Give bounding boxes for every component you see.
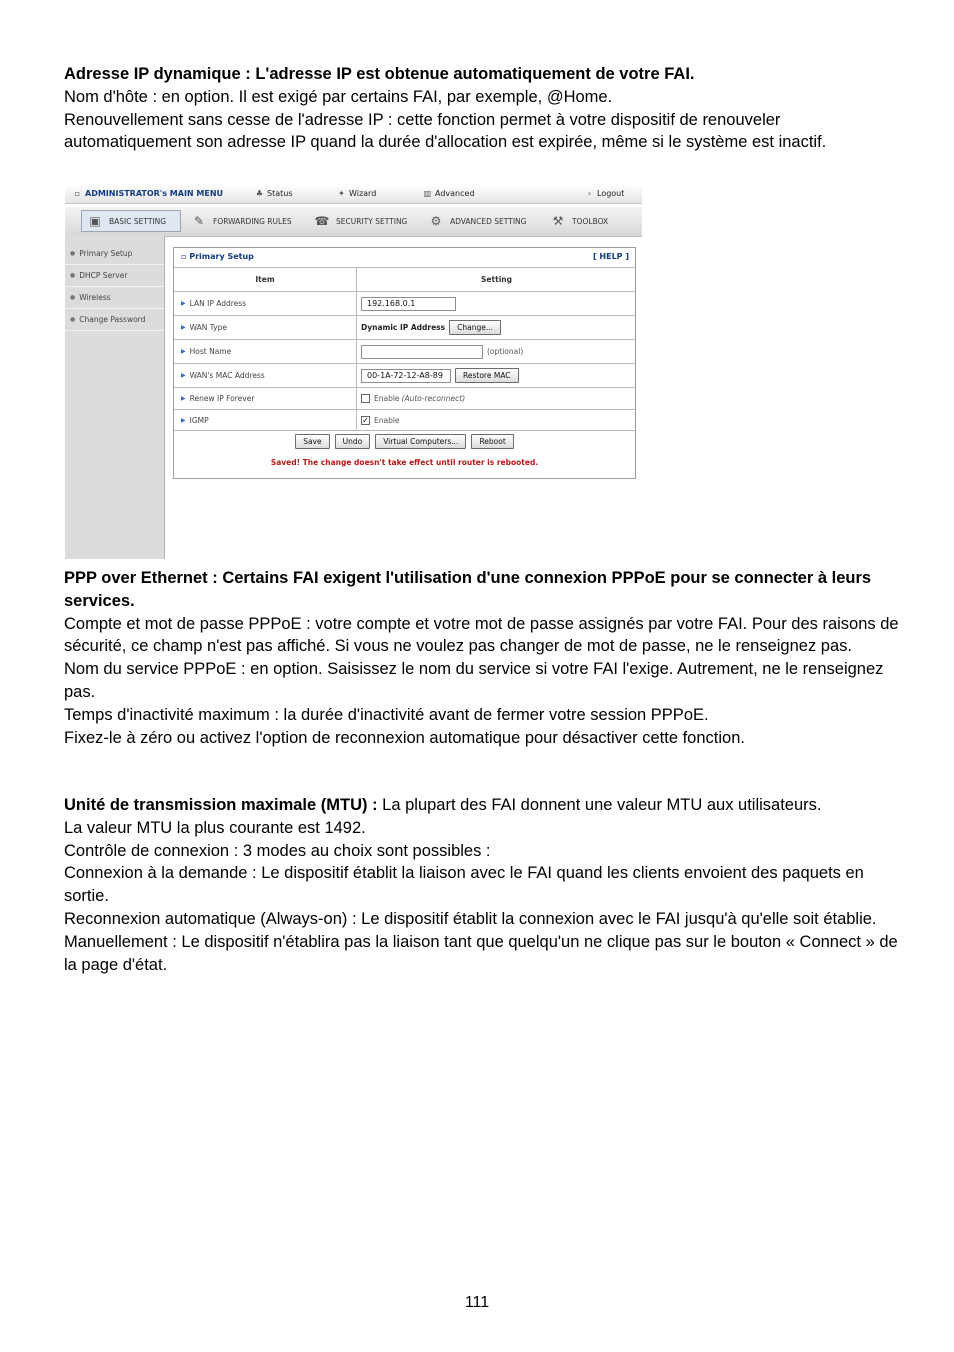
undo-button[interactable]: Undo	[335, 434, 371, 449]
column-header-item: Item	[174, 268, 357, 291]
paragraph-line: Contrôle de connexion : 3 modes au choix sont possibles :	[64, 841, 491, 860]
paragraph-line: La valeur MTU la plus courante est 1492.	[64, 818, 366, 837]
mtu-heading-line	[64, 794, 900, 817]
arrow-right-icon: ▶	[181, 372, 186, 379]
sidebar-item-label: Primary Setup	[79, 249, 133, 258]
renew-enable-label: Enable	[374, 394, 400, 403]
heading-tail: La plupart des FAI donnent une valeur MTU aux utilisateurs.	[377, 796, 822, 814]
advanced-setting-icon: ⚙	[430, 214, 442, 228]
table-row-wan-type	[174, 316, 635, 340]
save-button[interactable]: Save	[295, 434, 329, 449]
paragraph-line: Nom d'hôte : en option. Il est exigé par certains FAI, par exemple, @Home.	[64, 87, 613, 106]
arrow-right-icon: ▶	[181, 395, 186, 402]
paragraph-line: Nom du service PPPoE : en option. Saisissez le nom du service si votre FAI l'exige. Autrement, ne le renseignez pas.	[64, 660, 884, 701]
tab-label: SECURITY SETTING	[336, 216, 408, 226]
wan-type-value: Dynamic IP Address	[361, 323, 446, 332]
advanced-label: Advanced	[435, 189, 475, 198]
table-row-lan-ip	[174, 292, 635, 316]
status-link[interactable]	[255, 189, 293, 198]
status-label: Status	[267, 189, 293, 198]
arrow-right-icon: ▶	[181, 300, 186, 307]
section-pppoe	[64, 567, 900, 749]
table-row-host-name	[174, 340, 635, 364]
paragraph-line: Temps d'inactivité maximum : la durée d'inactivité avant de fermer votre session PPPoE.	[64, 705, 709, 724]
arrow-right-icon: ›	[587, 188, 592, 198]
main-tab-bar	[65, 207, 642, 237]
reboot-button[interactable]: Reboot	[471, 434, 513, 449]
sidebar-item-label: Wireless	[79, 293, 111, 302]
sidebar-item-label: DHCP Server	[79, 271, 128, 280]
sidebar-item-change-password[interactable]	[65, 309, 164, 331]
sidebar-item-label: Change Password	[79, 315, 146, 324]
logout-label: Logout	[597, 189, 625, 198]
panel-header	[174, 248, 635, 268]
wizard-link[interactable]	[337, 189, 376, 198]
arrow-right-icon: ▶	[181, 324, 186, 331]
tab-security-setting[interactable]	[309, 210, 417, 232]
sidebar-item-dhcp-server[interactable]	[65, 265, 164, 287]
paragraph-line: Compte et mot de passe PPPoE : votre compte et votre mot de passe assignés par votre FAI. Pour des raisons de sécurité, ce champ n'est pas affiché. Si vous ne voulez pas changer de mot de passe, ne le renseignez pas.	[64, 614, 899, 656]
table-row-igmp	[174, 410, 635, 431]
bullet-icon: ●	[70, 316, 76, 323]
arrow-right-icon: ▶	[181, 348, 186, 355]
table-row-wan-mac	[174, 364, 635, 388]
tab-label: BASIC SETTING	[109, 216, 167, 226]
sidebar-item-primary-setup[interactable]	[65, 243, 164, 265]
router-admin-screenshot	[65, 185, 642, 559]
igmp-checkbox[interactable]: ✓	[362, 415, 369, 425]
optional-hint: (optional)	[487, 347, 524, 356]
table-row-renew-ip	[174, 388, 635, 410]
host-name-input[interactable]	[361, 345, 483, 359]
forwarding-icon: ✎	[193, 214, 205, 228]
paragraph-line: Connexion à la demande : Le dispositif établit la liaison avec le FAI quand les clients envoient des paquets en sortie.	[64, 864, 864, 906]
saved-message: Saved! The change doesn't take effect until router is rebooted.	[270, 458, 539, 467]
bullet-icon: ●	[70, 250, 76, 257]
primary-setup-panel	[173, 247, 636, 479]
tab-basic-setting[interactable]	[81, 210, 181, 232]
arrow-right-icon: ▶	[181, 416, 186, 424]
help-link[interactable]: [ HELP ]	[592, 252, 629, 261]
logout-link[interactable]	[585, 189, 624, 198]
section-dynamic-ip	[64, 63, 900, 154]
sidebar-item-wireless[interactable]	[65, 287, 164, 309]
tab-toolbox[interactable]	[545, 210, 620, 232]
tab-label: FORWARDING RULES	[213, 216, 292, 226]
row-label: WAN Type	[189, 323, 227, 332]
paragraph-line: Renouvellement sans cesse de l'adresse IP : cette fonction permet à votre dispositif de renouveler automatiquement son adresse IP quand la durée d'allocation est expirée, même si le système est inactif.	[64, 110, 827, 152]
tab-forwarding-rules[interactable]	[186, 210, 303, 232]
row-label: IGMP	[189, 415, 209, 425]
admin-main-menu-label: ADMINISTRATOR's MAIN MENU	[85, 189, 224, 198]
change-wan-type-button[interactable]: Change...	[449, 320, 501, 335]
sidebar	[65, 236, 165, 559]
wan-mac-input[interactable]: 00-1A-72-12-A8-89	[361, 369, 451, 383]
security-icon: ☎	[314, 214, 330, 228]
paragraph-line: Manuellement : Le dispositif n'établira pas la liaison tant que quelqu'un ne clique pas sur le bouton « Connect » de la page d'état.	[64, 932, 898, 974]
panel-title: ▫ Primary Setup	[181, 252, 254, 261]
column-header-setting: Setting	[481, 275, 512, 284]
panel-title-text: Primary Setup	[189, 252, 254, 261]
section-heading: PPP over Ethernet : Certains FAI exigent l'utilisation d'une connexion PPPoE pour se connecter à leurs services.	[64, 569, 872, 610]
paragraph-line: Reconnexion automatique (Always-on) : Le dispositif établit la connexion avec le FAI jusqu'à qu'elle soit établie.	[64, 909, 877, 928]
renew-ip-checkbox[interactable]	[361, 394, 370, 403]
row-label: Renew IP Forever	[189, 394, 255, 403]
row-label: Host Name	[189, 347, 232, 356]
bullet-icon: ●	[70, 294, 76, 301]
action-buttons	[174, 434, 635, 449]
wizard-icon: ✦	[338, 188, 345, 198]
section-mtu	[64, 794, 900, 976]
tab-label: ADVANCED SETTING	[450, 216, 527, 226]
section-heading: Adresse IP dynamique : L'adresse IP est obtenue automatiquement de votre FAI.	[64, 65, 695, 83]
page-number: 111	[464, 1294, 490, 1311]
advanced-link[interactable]	[423, 189, 475, 198]
status-icon: ♣	[255, 188, 264, 198]
menu-icon: ▫	[74, 188, 81, 198]
igmp-enable-label: Enable	[374, 415, 400, 425]
row-label: WAN's MAC Address	[189, 371, 265, 380]
admin-top-bar	[65, 185, 642, 204]
lan-ip-input[interactable]: 192.168.0.1	[361, 297, 456, 311]
wizard-label: Wizard	[349, 189, 377, 198]
admin-main-menu-link[interactable]	[73, 189, 223, 198]
auto-reconnect-note: (Auto-reconnect)	[401, 394, 466, 403]
basic-setting-icon: ▣	[89, 214, 101, 228]
bullet-icon: ●	[70, 272, 76, 279]
tab-advanced-setting[interactable]	[423, 210, 541, 232]
virtual-computers-button[interactable]: Virtual Computers...	[375, 434, 466, 449]
row-label: LAN IP Address	[189, 299, 247, 308]
toolbox-icon: ⚒	[552, 214, 564, 228]
paragraph-line: Fixez-le à zéro ou activez l'option de reconnexion automatique pour désactiver cette fonction.	[64, 728, 745, 747]
tab-label: TOOLBOX	[572, 216, 609, 226]
table-header-row	[174, 268, 635, 292]
section-heading: Unité de transmission maximale (MTU) :	[64, 796, 378, 814]
advanced-icon: ▥	[423, 188, 432, 198]
restore-mac-button[interactable]: Restore MAC	[455, 368, 519, 383]
